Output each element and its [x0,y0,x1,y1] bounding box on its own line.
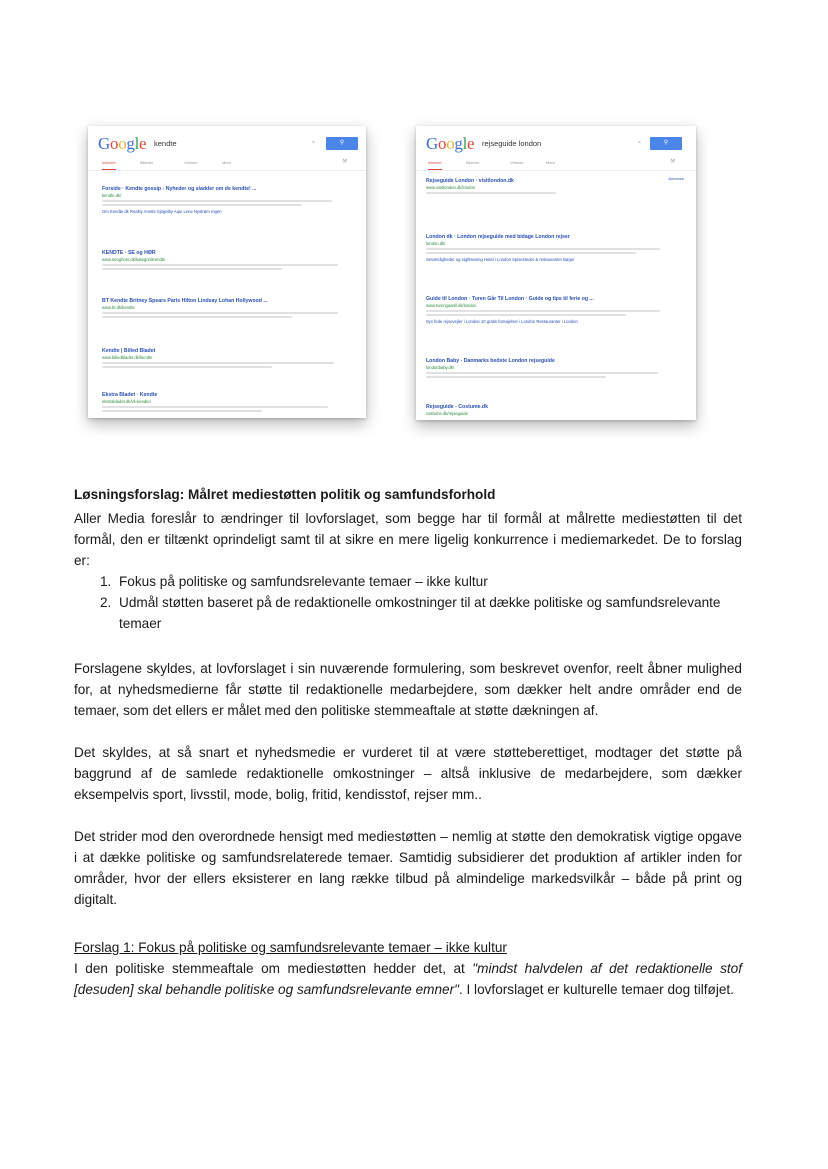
clear-icon: × [312,140,315,146]
search-screenshot-kendte [88,126,366,418]
result-url: londonbaby.dk/ [426,365,455,370]
search-result [102,298,348,318]
text-run: . I lovforslaget er kulturelle temaer dog tilføjet. [458,982,734,997]
result-sitelinks: Syv fede rejsevejler i London 10 gratis fornøjelser i London Restauranter i London [426,319,578,324]
result-snippet [426,248,660,250]
result-snippet [102,268,282,270]
list-text: Udmål støtten baseret på de redaktionelle omkostninger til at dække politiske og samfundsrelevante temaer [119,595,721,631]
result-title: Rejseguide - Costume.dk [426,404,488,410]
search-result [426,296,672,324]
result-snippet [426,376,606,378]
search-result [102,348,348,368]
clear-icon: × [638,140,641,146]
search-screenshot-rejseguide [416,126,696,420]
tab-videoer: Videoer [184,160,198,165]
ad-label: Annonce [668,176,684,181]
tab-mere: Mere [546,160,556,165]
result-url: costume.dk/rejseguide [426,411,468,416]
list-text: Fokus på politiske og samfundsrelevante temaer – ikke kultur [119,574,488,589]
google-logo: Google [426,134,475,153]
tab-internet: Internet [428,160,442,165]
result-title: Rejseguide London · visitlondon.dk [426,178,514,184]
result-sitelinks: Seværdigheder og sightseeing Hotel i London Spisesteder & restauranter Bøger [426,257,575,262]
google-logo: Google [98,134,147,153]
result-snippet [426,252,636,254]
result-url: ekstrabladet.dk/vk-kendte/ [102,399,151,404]
search-query: kendte [154,139,177,148]
tab-internet: Internet [102,160,116,165]
paragraph-conflict: Det strider mod den overordnede hensigt med mediestøtten – nemlig at støtte den demokratisk vigtige opgave i at dække politiske og samfundsrelaterede temaer. Samtidig subsidierer det produktion af artikler inden for områder, hvor der ellers eksisterer en lang række tilbud på almindelige markedsvilkår – både på print og digitalt. [74,829,742,907]
result-title: Kendte | Billed Bladet [102,348,156,354]
result-snippet [426,192,556,194]
search-result [102,250,348,270]
result-snippet [426,314,626,316]
search-result [102,392,348,412]
list-number: 1. [100,574,112,589]
result-snippet [426,310,660,312]
result-title: Forside · Kendte gossip - Nyheder og sladder om de kendte! ... [102,186,257,192]
tab-mere: Mere [222,160,232,165]
result-title: BT Kendte Britney Spears Paris Hilton Lindsay Lohan Hollywood ... [102,298,268,304]
tab-videoer: Videoer [510,160,524,165]
section-heading: Løsningsforslag: Målret mediestøtten politik og samfundsforhold [74,487,496,502]
search-result [426,358,672,378]
list-item [74,571,742,592]
result-snippet [102,362,334,364]
result-snippet [102,366,272,368]
result-title: KENDTE · SE og HØR [102,250,156,256]
result-snippet [102,410,262,412]
list-item [74,592,742,634]
result-url: www.turengaartil.dk/london [426,303,477,308]
search-header [88,126,366,156]
search-result [102,186,348,214]
tab-billeder: Billeder [466,160,480,165]
result-url: www.billedbladet.dk/kendte [102,355,153,360]
proposal-list [74,571,742,634]
search-query: rejseguide london [482,139,542,148]
result-snippet [102,264,338,266]
list-number: 2. [100,595,112,610]
search-result [426,404,672,416]
result-sitelinks: Om Kendte.dk Reality Anette Sjögelby Aqui Lene Nystrøm regen [102,209,222,214]
text-run: I den politiske stemmeaftale om mediestøtten hedder det, at [74,961,473,976]
result-title: Guide til London · Turen Går Til London · Guide og tips til ferie og ... [426,296,594,302]
result-title: London dk · London rejseguide med bidage London rejser [426,234,570,240]
search-tabs [416,156,696,171]
search-result [426,234,672,262]
settings-icon: ⚒ [342,159,348,165]
result-snippet [426,372,658,374]
search-button: ⚲ [650,137,682,150]
paragraph-reason: Forslagene skyldes, at lovforslaget i sin nuværende formulering, som beskrevet ovenfor, reelt åbner mulighed for, at nyhedsmedierne får støtte til redaktionelle medarbejdere, som dækker helt andre områder end de temaer, som det ellers er målet med den politiske stemmeaftale at støtte dækningen af. [74,661,742,718]
result-snippet [102,316,292,318]
result-snippet [102,200,332,202]
paragraph-proposal-1 [74,958,742,1000]
result-url: www.visitlondon.dk/london [426,185,476,190]
subheading-proposal-1: Forslag 1: Fokus på politiske og samfundsrelevante temaer – ikke kultur [74,940,507,955]
quote: "mindst halvdelen af det redaktionelle stof [desuden] skal behandle politiske og samfundsrelevante emner" [74,961,742,997]
settings-icon: ⚒ [670,159,676,165]
search-header [416,126,696,156]
result-snippet [102,204,302,206]
result-url: www.bt.dk/kendte [102,305,135,310]
result-snippet [102,312,338,314]
result-url: www.seoghoer.dk/kategori/Kendte [102,257,166,262]
result-title: Ekstra Bladet · Kendte [102,392,158,398]
paragraph-support: Det skyldes, at så snart et nyhedsmedie er vurderet til at være støtteberettiget, modtager det støtte på baggrund af de samlede redaktionelle omkostninger – altså inklusive de medarbejdere, som dækker eksempelvis sport, livsstil, mode, bolig, fritid, kendisstof, rejser mm.. [74,745,742,802]
result-url: kendte.dk/ [102,193,122,198]
result-title: London Baby - Danmarks bedste London rejseguide [426,358,555,364]
paragraph-intro: Aller Media foreslår to ændringer til lovforslaget, som begge har til formål at målrette mediestøtten til det formål, den er tiltænkt oprindeligt samt til at sikre en mere ligelig konkurrence i mediemarkedet. De to forslag er: [74,511,742,568]
search-result [426,178,672,194]
search-button: ⚲ [326,137,358,150]
result-url: london.dk/ [426,241,446,246]
search-tabs [88,156,366,171]
tab-billeder: Billeder [140,160,154,165]
result-snippet [102,406,328,408]
